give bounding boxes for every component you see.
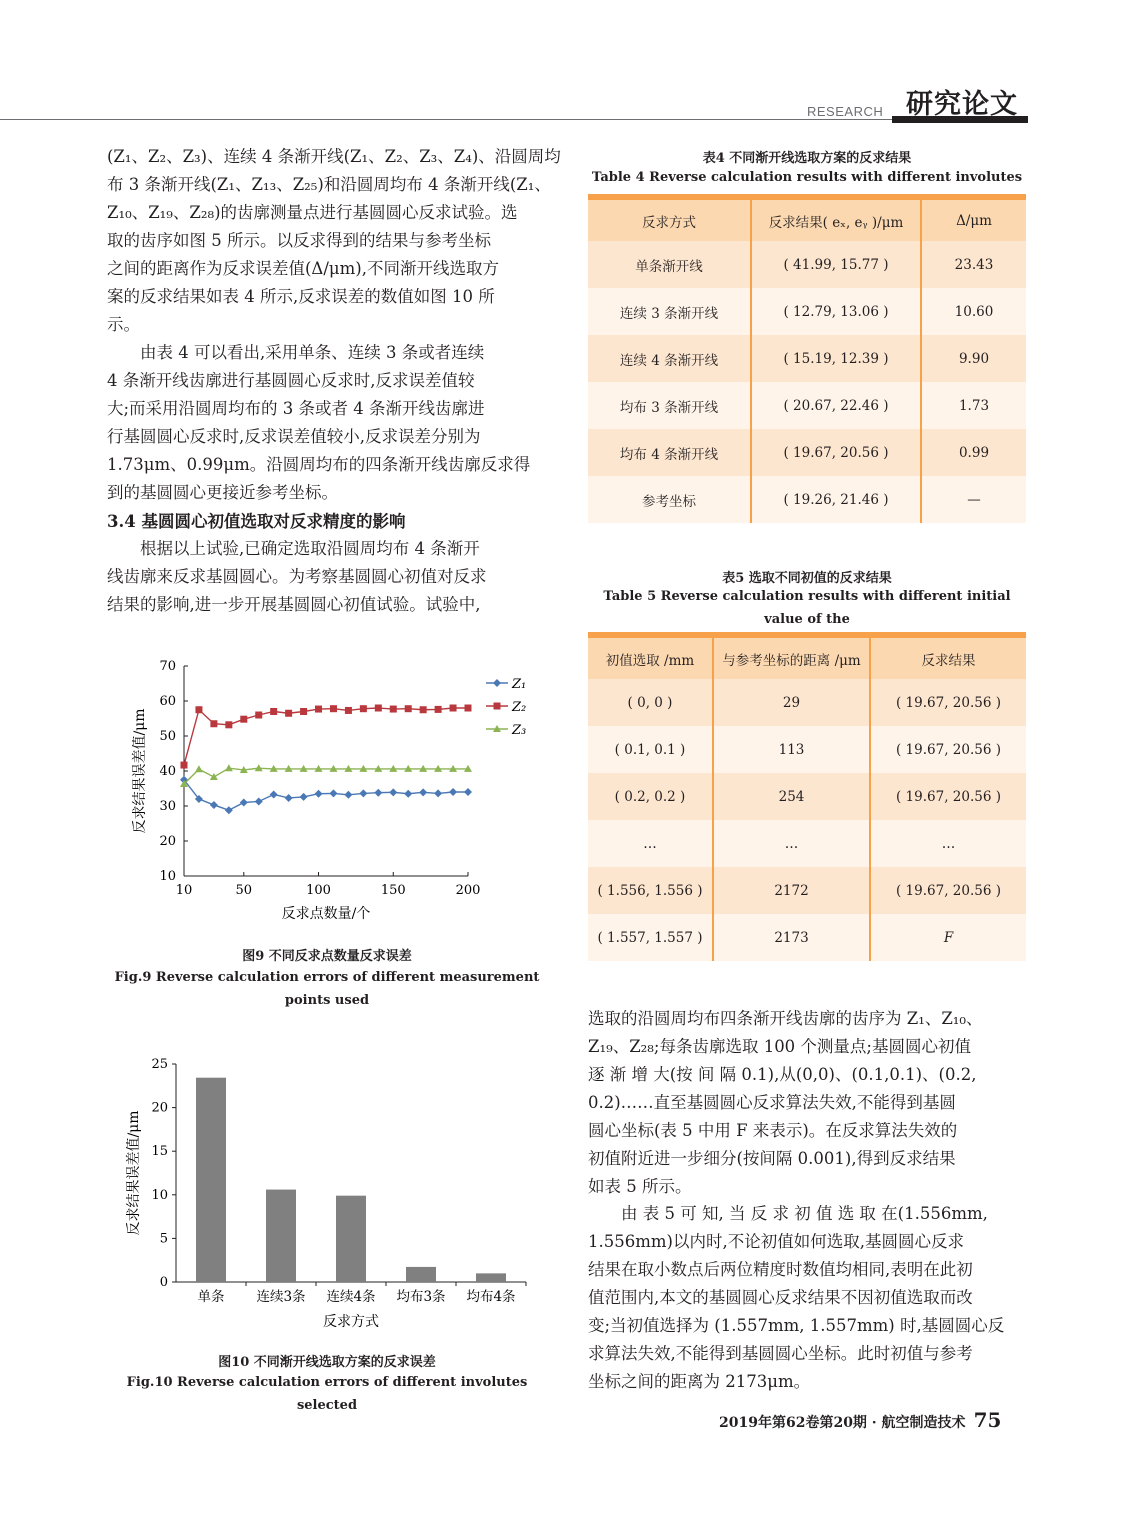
y-tick-label: 70 — [159, 659, 176, 674]
table-cell: 连续 3 条渐开线 — [588, 288, 751, 335]
y-tick-label: 0 — [159, 1275, 168, 1290]
table-cell: … — [713, 820, 870, 867]
data-point — [225, 806, 233, 814]
y-tick-label: 15 — [151, 1144, 168, 1160]
y-tick-label: 20 — [151, 1100, 168, 1116]
table-cell: 单条渐开线 — [588, 241, 751, 288]
data-point — [359, 789, 367, 797]
table-row — [588, 820, 1026, 867]
text-line: 线齿廓来反求基圆圆心。为考察基圆圆心初值对反求 — [107, 567, 487, 586]
text-line: 选取的沿圆周均布四条渐开线齿廓的齿序为 Z₁、Z₁₀、 — [588, 1009, 983, 1028]
header-rule — [0, 119, 892, 120]
x-category-label: 连续4条 — [326, 1289, 376, 1305]
table-cell: 2173 — [713, 914, 870, 961]
data-point — [374, 789, 382, 797]
text-line: 行基圆圆心反求时,反求误差值较小,反求误差分别为 — [107, 427, 481, 446]
legend-label: Z₂ — [512, 700, 527, 715]
left-paragraph-3 — [107, 535, 547, 619]
data-point — [181, 762, 188, 769]
table-row — [588, 773, 1026, 820]
data-point — [419, 788, 427, 796]
table-cell: 0.99 — [921, 429, 1026, 476]
data-point — [300, 793, 308, 801]
text-line: 结果的影响,进一步开展基圆圆心初值试验。试验中, — [107, 595, 481, 614]
y-tick-label: 20 — [159, 834, 176, 849]
x-tick-label: 150 — [380, 883, 406, 898]
data-point — [240, 799, 248, 807]
table-cell: — — [921, 476, 1026, 523]
data-point — [390, 706, 397, 713]
text-line: 如表 5 所示。 — [588, 1177, 692, 1196]
table-cell: ( 19.67, 20.56 ) — [870, 867, 1026, 914]
table5 — [588, 632, 1026, 961]
text-line: 4 条渐开线齿廓进行基圆圆心反求时,反求误差值较 — [107, 371, 475, 390]
text-line: 初值附近进一步细分(按间隔 0.001),得到反求结果 — [588, 1149, 956, 1168]
fig10-caption-cn: 图10 不同渐开线选取方案的反求误差 — [218, 1355, 436, 1370]
text-line: 到的基圆圆心更接近参考坐标。 — [107, 483, 338, 502]
table4-caption-cn: 表4 不同渐开线选取方案的反求结果 — [702, 151, 912, 166]
text-line: 之间的距离作为反求误差值(Δ/μm),不同渐开线选取方 — [107, 259, 499, 278]
text-line: 坐标之间的距离为 2173μm。 — [588, 1372, 811, 1391]
text-line: 案的反求结果如表 4 所示,反求误差的数值如图 10 所 — [107, 287, 495, 306]
table-cell: ( 19.67, 20.56 ) — [870, 773, 1026, 820]
data-point — [435, 706, 442, 713]
x-category-label: 连续3条 — [256, 1289, 306, 1305]
y-tick-label: 25 — [151, 1057, 168, 1072]
x-category-label: 均布4条 — [466, 1289, 516, 1305]
text-line: 取的齿序如图 5 所示。以反求得到的结果与参考坐标 — [107, 231, 491, 250]
data-point — [255, 797, 263, 805]
page-footer — [719, 1408, 1001, 1432]
data-point — [389, 788, 397, 796]
text-line: 1.73μm、0.99μm。沿圆周均布的四条渐开线齿廓反求得 — [107, 455, 531, 474]
data-point — [195, 765, 203, 772]
right-paragraph-2 — [588, 1200, 1026, 1396]
table-cell: 23.43 — [921, 241, 1026, 288]
text-line: 0.2)……直至基圆圆心反求算法失效,不能得到基圆 — [588, 1093, 956, 1112]
table-cell: ( 19.67, 20.56 ) — [870, 679, 1026, 726]
bar — [266, 1190, 296, 1282]
text-line: 示。 — [107, 315, 140, 334]
y-tick-label: 30 — [159, 799, 176, 814]
y-axis-label: 反求结果误差值/μm — [132, 708, 148, 834]
data-point — [344, 791, 352, 799]
y-tick-label: 60 — [159, 694, 176, 709]
bar — [406, 1267, 436, 1282]
fig10-bar-chart — [120, 1050, 540, 1335]
text-line: 逐 渐 增 大(按 间 隔 0.1),从(0,0)、(0.1,0.1)、(0.2, — [588, 1065, 977, 1084]
data-point — [225, 764, 233, 771]
legend-marker — [494, 703, 501, 710]
table-cell: 均布 3 条渐开线 — [588, 382, 751, 429]
text-line: Z₁₀、Z₁₉、Z₂₈)的齿廓测量点进行基圆圆心反求试验。选 — [107, 203, 518, 222]
bar — [336, 1196, 366, 1282]
table-header-cell: 反求结果 — [870, 638, 1026, 679]
text-line: 大;而采用沿圆周均布的 3 条或者 4 条渐开线齿廓进 — [107, 399, 485, 418]
text-line: (Z₁、Z₂、Z₃)、连续 4 条渐开线(Z₁、Z₂、Z₃、Z₄)、沿圆周均 — [107, 147, 561, 166]
table-cell: ( 19.67, 20.56 ) — [751, 429, 921, 476]
table-cell: 均布 4 条渐开线 — [588, 429, 751, 476]
table-cell: F — [870, 914, 1026, 961]
data-point — [300, 708, 307, 715]
table-cell: ( 1.557, 1.557 ) — [588, 914, 713, 961]
table-cell: 9.90 — [921, 335, 1026, 382]
table-cell: 连续 4 条渐开线 — [588, 335, 751, 382]
data-point — [464, 788, 472, 796]
legend-label: Z₃ — [512, 723, 527, 738]
legend-marker — [493, 679, 501, 687]
x-tick-label: 200 — [455, 883, 481, 898]
data-point — [255, 712, 262, 719]
fig9-caption-cn: 图9 不同反求点数量反求误差 — [242, 949, 412, 964]
data-point — [360, 705, 367, 712]
table4 — [588, 194, 1026, 523]
y-tick-label: 10 — [159, 869, 176, 884]
table-header-cell: 初值选取 /mm — [588, 638, 713, 679]
page-number: 75 — [973, 1408, 1002, 1432]
table-cell: ( 0.2, 0.2 ) — [588, 773, 713, 820]
table-header-cell: 反求结果( eₓ, eᵧ )/μm — [751, 200, 921, 241]
data-point — [270, 708, 277, 715]
data-point — [404, 790, 412, 798]
table-row — [588, 679, 1026, 726]
table-row — [588, 241, 1026, 288]
table-row — [588, 382, 1026, 429]
data-point — [285, 710, 292, 717]
table5-caption-cn: 表5 选取不同初值的反求结果 — [722, 571, 892, 586]
table-cell: ( 19.67, 20.56 ) — [870, 726, 1026, 773]
table-cell: 10.60 — [921, 288, 1026, 335]
x-category-label: 均布3条 — [396, 1289, 446, 1305]
table-cell: … — [870, 820, 1026, 867]
table-cell: 254 — [713, 773, 870, 820]
x-axis-label: 反求点数量/个 — [281, 906, 371, 922]
table-header-cell: 与参考坐标的距离 /μm — [713, 638, 870, 679]
table-row — [588, 476, 1026, 523]
data-point — [210, 801, 218, 809]
y-tick-label: 5 — [159, 1231, 168, 1247]
table-cell: … — [588, 820, 713, 867]
table-cell: ( 15.19, 12.39 ) — [751, 335, 921, 382]
table-row — [588, 867, 1026, 914]
data-point — [225, 721, 232, 728]
table-cell: 2172 — [713, 867, 870, 914]
data-point — [240, 716, 247, 723]
text-line: 圆心坐标(表 5 中用 F 来表示)。在反求算法失效的 — [588, 1121, 958, 1140]
fig10-caption-en: Fig.10 Reverse calculation errors of different involutes selected — [126, 1375, 528, 1413]
x-tick-label: 50 — [235, 883, 253, 898]
table-row — [588, 429, 1026, 476]
legend-label: Z₁ — [512, 677, 527, 692]
table5-caption-en: Table 5 Reverse calculation results with different initial value of the — [603, 589, 1011, 627]
table-row — [588, 288, 1026, 335]
data-point — [315, 790, 323, 798]
x-axis-label: 反求方式 — [323, 1314, 379, 1330]
data-point — [315, 706, 322, 713]
text-line: 求算法失效,不能得到基圆圆心坐标。此时初值与参考 — [588, 1344, 973, 1363]
data-point — [270, 790, 278, 798]
data-point — [329, 789, 337, 797]
table-cell: ( 0, 0 ) — [588, 679, 713, 726]
table-header-cell: 反求方式 — [588, 200, 751, 241]
data-point — [345, 707, 352, 714]
y-tick-label: 40 — [159, 764, 176, 779]
data-point — [195, 706, 202, 713]
text-line: 结果在取小数点后两位精度时数值均相同,表明在此初 — [588, 1260, 973, 1279]
data-point — [420, 706, 427, 713]
table-cell: ( 1.556, 1.556 ) — [588, 867, 713, 914]
y-tick-label: 50 — [159, 729, 176, 744]
text-line: 根据以上试验,已确定选取沿圆周均布 4 条渐开 — [140, 539, 480, 558]
table-row — [588, 335, 1026, 382]
table-header-cell: Δ/μm — [921, 200, 1026, 241]
right-paragraph-1 — [588, 1005, 1026, 1201]
data-point — [375, 705, 382, 712]
data-point — [449, 788, 457, 796]
series-line — [184, 708, 468, 765]
table-cell: 113 — [713, 726, 870, 773]
text-line: 布 3 条渐开线(Z₁、Z₁₃、Z₂₅)和沿圆周均布 4 条渐开线(Z₁、 — [107, 175, 551, 194]
y-axis-label: 反求结果误差值/μm — [126, 1110, 142, 1236]
table-cell: ( 20.67, 22.46 ) — [751, 382, 921, 429]
data-point — [450, 705, 457, 712]
data-point — [285, 794, 293, 802]
table-cell: 参考坐标 — [588, 476, 751, 523]
text-line: 值范围内,本文的基圆圆心反求结果不因初值选取而改 — [588, 1288, 973, 1307]
left-paragraph-2 — [107, 339, 547, 507]
left-paragraph-1 — [107, 143, 561, 339]
section-heading-3-4: 3.4 基圆圆心初值选取对反求精度的影响 — [107, 512, 406, 531]
table-cell: 1.73 — [921, 382, 1026, 429]
bar — [196, 1078, 226, 1282]
data-point — [405, 705, 412, 712]
data-point — [210, 720, 217, 727]
header-title: 研究论文 — [906, 89, 1018, 120]
table4-caption-en: Table 4 Reverse calculation results with different involutes — [591, 170, 1023, 185]
table-cell: ( 0.1, 0.1 ) — [588, 726, 713, 773]
text-line: 变;当初值选择为 (1.557mm, 1.557mm) 时,基圆圆心反 — [588, 1316, 1005, 1335]
text-line: 1.556mm)以内时,不论初值如何选取,基圆圆心反求 — [588, 1232, 964, 1251]
table-cell: ( 41.99, 15.77 ) — [751, 241, 921, 288]
data-point — [434, 789, 442, 797]
table-cell: 29 — [713, 679, 870, 726]
series-line — [184, 780, 468, 810]
text-line: Z₁₉、Z₂₈;每条齿廓选取 100 个测量点;基圆圆心初值 — [588, 1037, 971, 1056]
x-tick-label: 10 — [175, 883, 193, 898]
data-point — [330, 705, 337, 712]
table-row — [588, 914, 1026, 961]
table-cell: ( 12.79, 13.06 ) — [751, 288, 921, 335]
data-point — [465, 705, 472, 712]
data-point — [210, 773, 218, 780]
y-tick-label: 10 — [151, 1187, 168, 1203]
bar — [476, 1273, 506, 1282]
table-cell: ( 19.26, 21.46 ) — [751, 476, 921, 523]
table-row — [588, 726, 1026, 773]
x-category-label: 单条 — [197, 1289, 225, 1305]
header-research: RESEARCH — [807, 104, 884, 119]
text-line: 由表 4 可以看出,采用单条、连续 3 条或者连续 — [140, 343, 485, 362]
journal-info: 2019年第62卷第20期 · 航空制造技术 — [719, 1415, 966, 1431]
text-line: 由 表 5 可 知, 当 反 求 初 值 选 取 在(1.556mm, — [621, 1204, 988, 1223]
fig9-line-chart — [120, 650, 540, 935]
x-tick-label: 100 — [306, 883, 331, 898]
fig9-caption-en: Fig.9 Reverse calculation errors of different measurement points used — [114, 970, 540, 1008]
